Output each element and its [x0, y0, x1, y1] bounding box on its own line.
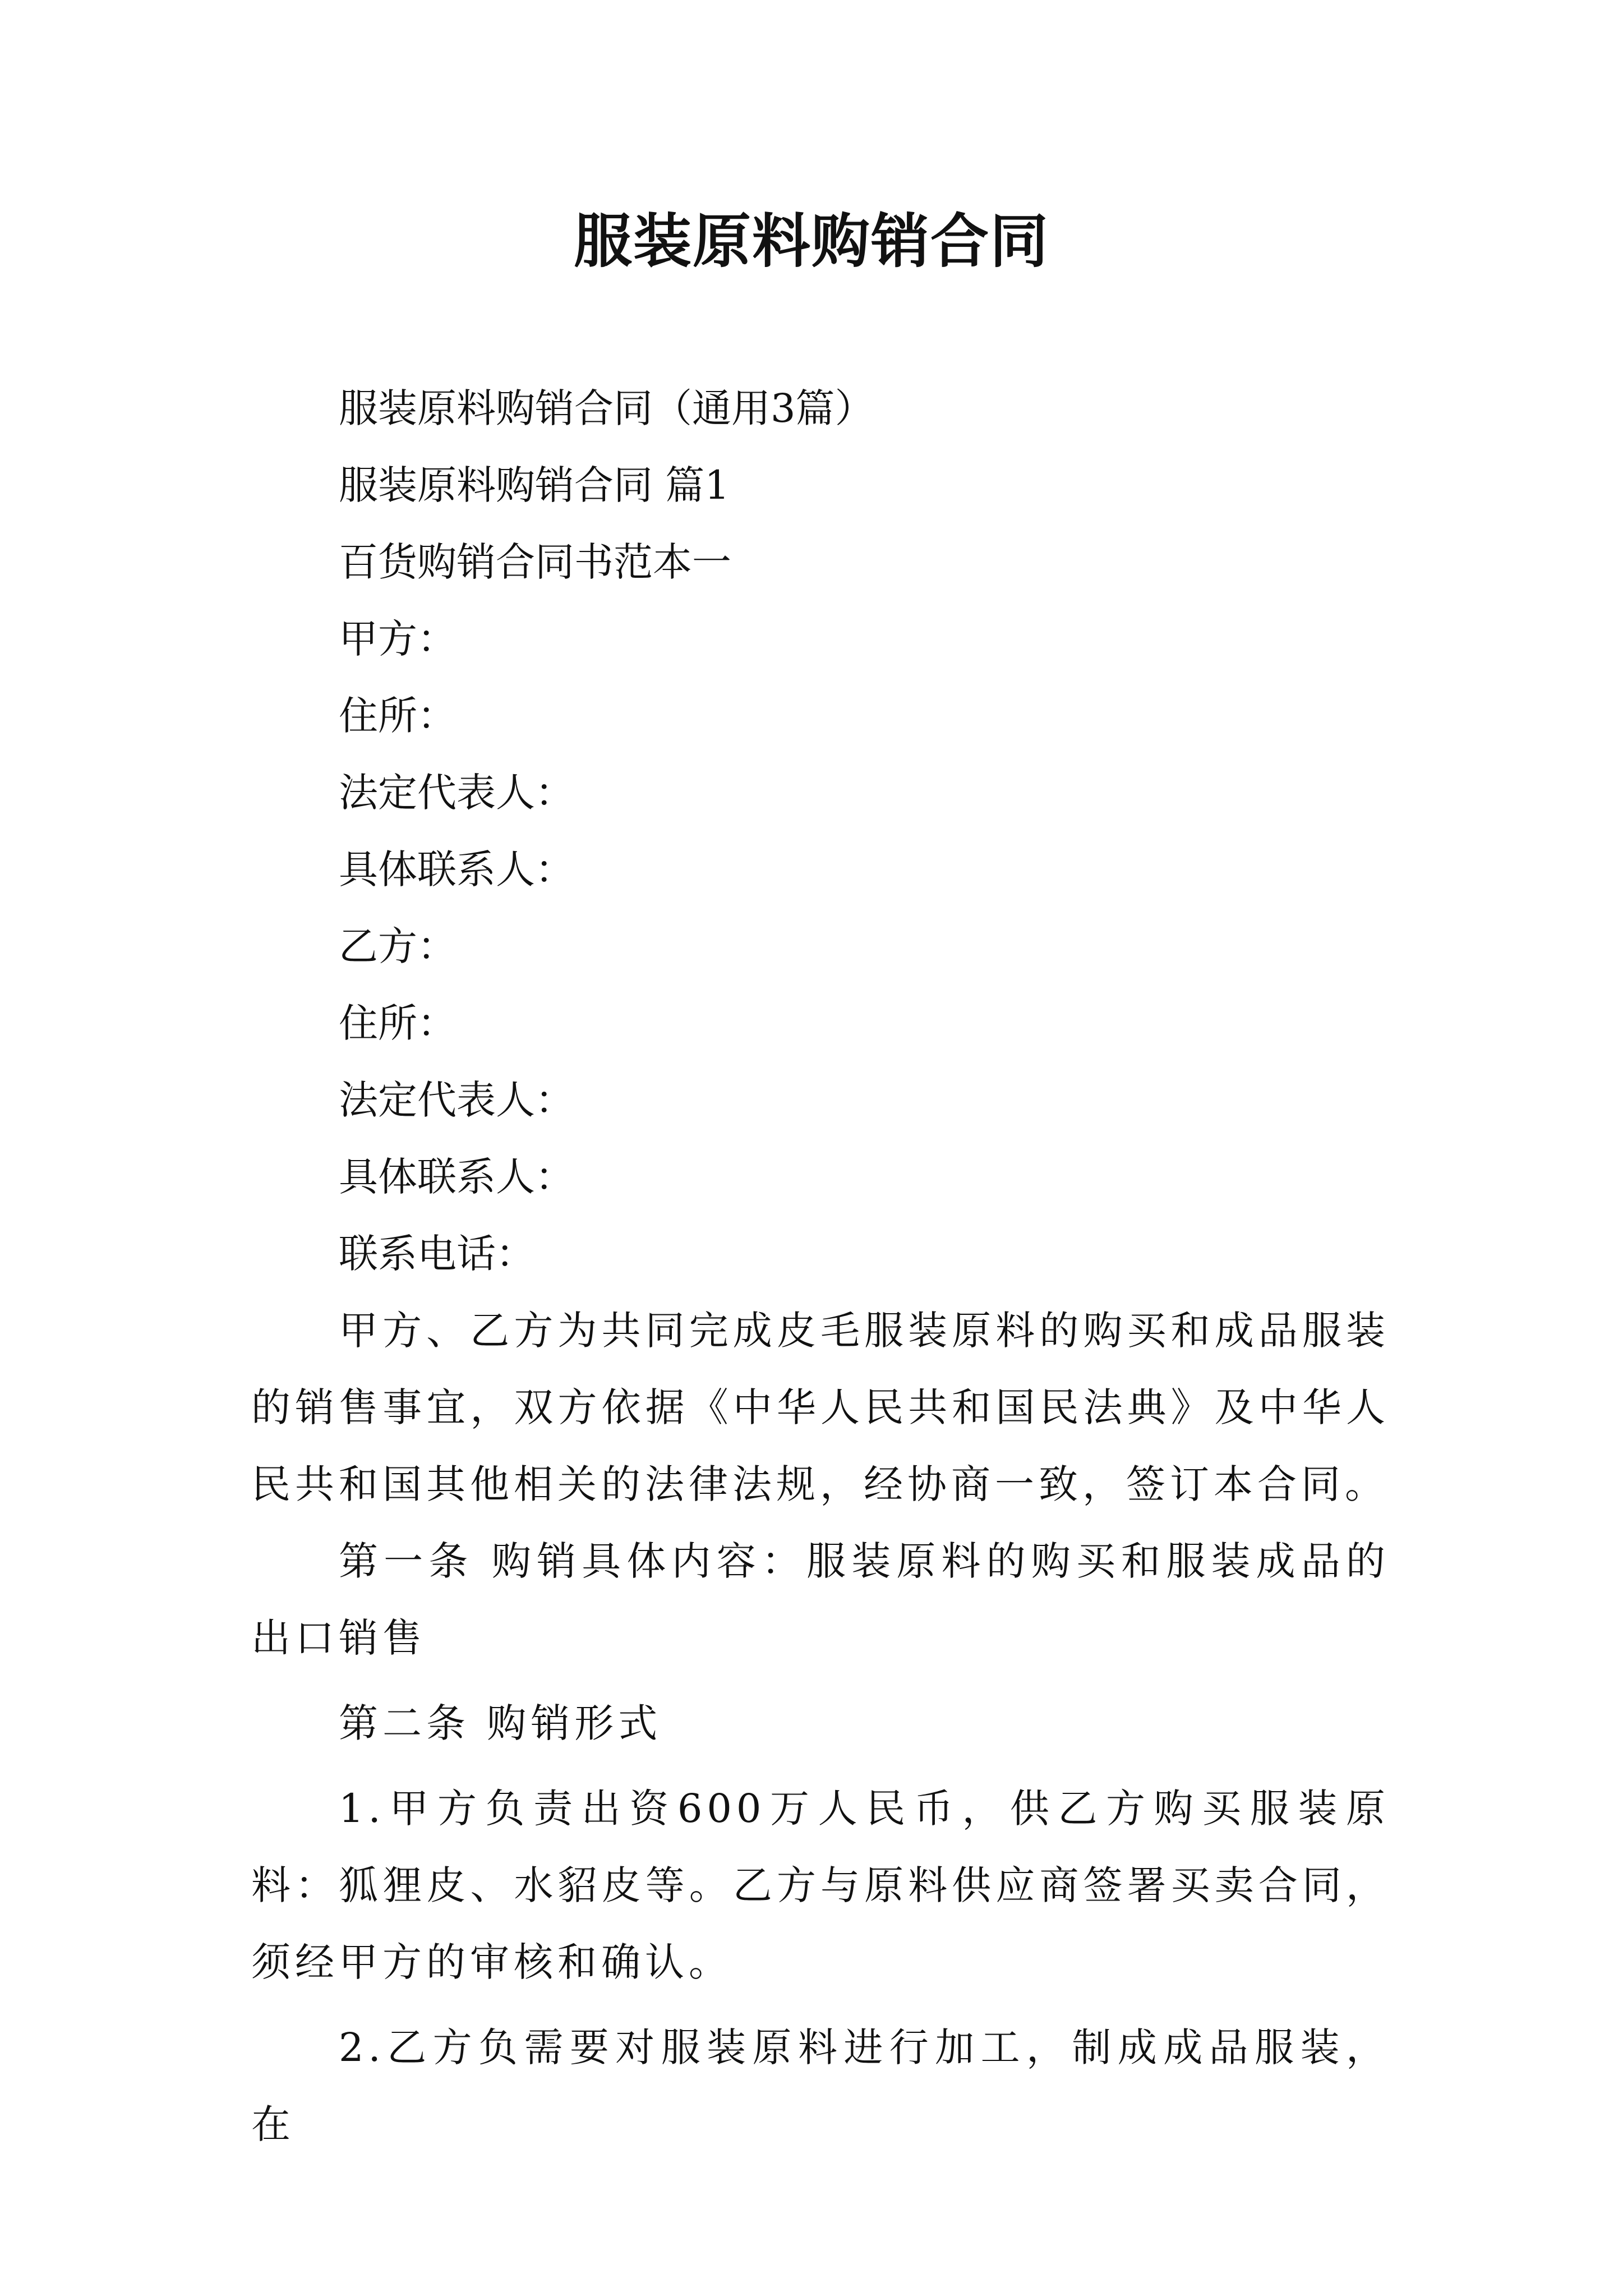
paragraph-gap [251, 2001, 1390, 2009]
party-b-address-label: 住所： [339, 1000, 457, 1046]
template-heading: 百货购销合同书范本一 [339, 539, 731, 585]
document-body [251, 370, 1390, 2163]
paragraph-gap [251, 1762, 1390, 1770]
party-b-contact-label: 具体联系人： [339, 1154, 574, 1200]
party-a-address-label: 住所： [339, 693, 457, 739]
party-b-label: 乙方： [339, 923, 457, 969]
document-title: 服装原料购销合同 [573, 207, 1049, 275]
phone-label: 联系电话： [339, 1231, 535, 1277]
party-a-representative-label: 法定代表人： [339, 770, 574, 816]
party-b-representative-label: 法定代表人： [339, 1077, 574, 1123]
article-two-heading: 第二条 购销形式 [339, 1700, 662, 1746]
paragraph-gap [251, 1677, 1390, 1685]
party-a-label: 甲方： [339, 616, 457, 662]
party-a-contact-label: 具体联系人： [339, 846, 574, 892]
article-one-paragraph: 第一条 购销具体内容：服装原料的购买和服装成品的出口销售 [251, 1538, 1390, 1661]
clause-two-paragraph: 2.乙方负需要对服装原料进行加工，制成成品服装，在 [251, 2024, 1390, 2147]
clause-one-paragraph: 1.甲方负责出资600万人民币，供乙方购买服装原料：狐狸皮、水貂皮等。乙方与原料供应商签署买卖合同，须经甲方的审核和确认。 [251, 1786, 1390, 1985]
section-heading: 服装原料购销合同 篇1 [339, 462, 730, 508]
contract-preamble-paragraph: 甲方、乙方为共同完成皮毛服装原料的购买和成品服装的销售事宜，双方依据《中华人民共和国民法典》及中华人民共和国其他相关的法律法规，经协商一致，签订本合同。 [251, 1308, 1390, 1507]
subtitle-line: 服装原料购销合同（通用3篇） [339, 385, 874, 431]
